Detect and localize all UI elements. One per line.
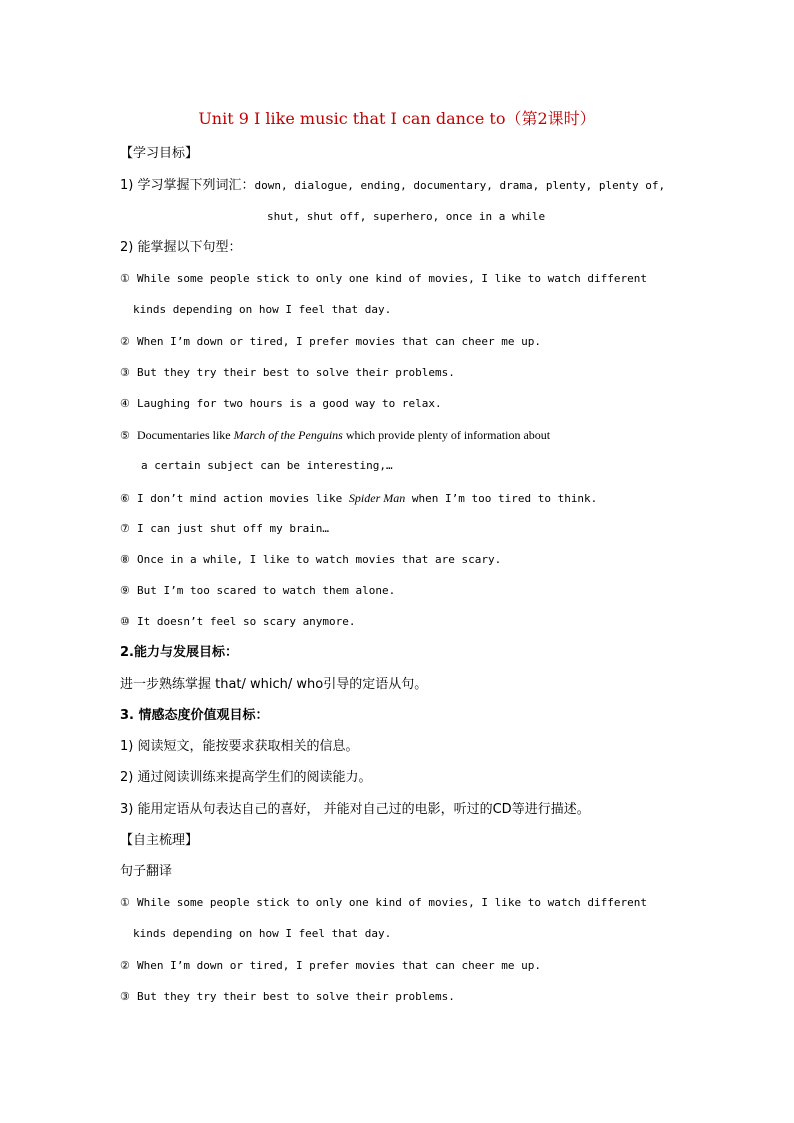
sentence-text: While some people stick to only one kind of movies, I like to watch different <box>137 896 647 909</box>
sentence-text: Once in a while, I like to watch movies that are scary. <box>137 553 502 566</box>
vocab-line-1 <box>120 178 665 194</box>
vocab-label: 1) 学习掌握下列词汇： <box>120 178 255 193</box>
sentence-number: ⑩ <box>120 615 130 628</box>
sentence-text: When I’m down or tired, I prefer movies that can cheer me up. <box>137 335 541 348</box>
movie-title-spiderman: Spider Man <box>348 491 406 505</box>
sentence-number: ① <box>120 896 130 909</box>
sentence-number: ① <box>120 272 130 285</box>
objectives-heading: 【学习目标】 <box>120 146 199 161</box>
patterns-label: 2) 能掌握以下句型： <box>120 240 242 255</box>
sentence-text: Documentaries like <box>137 428 234 442</box>
sentence-text: When I’m down or tired, I prefer movies that can cheer me up. <box>137 959 541 972</box>
sentence-10 <box>120 614 356 630</box>
vocab-words-1: down, dialogue, ending, documentary, drama, plenty, plenty of, <box>254 179 666 192</box>
sentence-3 <box>120 365 455 381</box>
emotion-heading: 3. 情感态度价值观目标： <box>120 708 269 723</box>
sentence-8 <box>120 552 501 568</box>
sentence-9 <box>120 583 395 599</box>
sentence-number: ⑨ <box>120 584 130 597</box>
sentence-number: ② <box>120 959 130 972</box>
sentence-text: But I’m too scared to watch them alone. <box>137 584 396 597</box>
sentence-number: ④ <box>120 397 130 410</box>
sentence-text: But they try their best to solve their problems. <box>137 366 455 379</box>
sentence-text: Laughing for two hours is a good way to relax. <box>137 397 442 410</box>
sentence-text: But they try their best to solve their problems. <box>137 990 455 1003</box>
translate-sentence-3 <box>120 989 455 1005</box>
sentence-2 <box>120 334 541 350</box>
sentence-number: ② <box>120 335 130 348</box>
sentence-5-cont: a certain subject can be interesting,… <box>141 459 393 472</box>
ability-text: 进一步熟练掌握 that/ which/ who引导的定语从句。 <box>120 677 428 692</box>
translate-sentence-2 <box>120 958 541 974</box>
sentence-7 <box>120 521 329 537</box>
sentence-text: It doesn’t feel so scary anymore. <box>137 615 356 628</box>
sentence-number: ⑥ <box>120 492 130 505</box>
translate-sentence-1 <box>120 895 647 911</box>
translate-sentence-1-cont: kinds depending on how I feel that day. <box>133 927 392 940</box>
sentence-number: ⑦ <box>120 522 130 535</box>
sentence-text: I don’t mind action movies like <box>137 492 349 505</box>
sentence-text: While some people stick to only one kind of movies, I like to watch different <box>137 272 647 285</box>
page-title: Unit 9 I like music that I can dance to（第2课时） <box>198 109 596 128</box>
sentence-4 <box>120 396 442 412</box>
sentence-number: ⑧ <box>120 553 130 566</box>
sentence-number: ③ <box>120 990 130 1003</box>
sentence-6 <box>120 490 597 507</box>
sentence-5 <box>120 427 550 444</box>
sentence-text: which provide plenty of information about <box>342 428 551 442</box>
sentence-1-cont: kinds depending on how I feel that day. <box>133 303 392 316</box>
ability-heading: 2.能力与发展目标： <box>120 645 238 660</box>
emotion-item-1: 1) 阅读短文，能按要求获取相关的信息。 <box>120 739 359 754</box>
sentence-text: when I’m too tired to think. <box>405 492 598 505</box>
vocab-line-2: shut, shut off, superhero, once in a while <box>267 210 546 223</box>
movie-title-penguins: March of the Penguins <box>233 428 343 442</box>
emotion-item-3: 3) 能用定语从句表达自己的喜好， 并能对自己过的电影，听过的CD等进行描述。 <box>120 802 590 817</box>
self-study-heading: 【自主梳理】 <box>120 833 199 848</box>
sentence-number: ③ <box>120 366 130 379</box>
sentence-number: ⑤ <box>120 429 130 442</box>
emotion-item-2: 2) 通过阅读训练来提高学生们的阅读能力。 <box>120 770 372 785</box>
sentence-1 <box>120 271 647 287</box>
translate-label: 句子翻译 <box>120 864 173 879</box>
sentence-text: I can just shut off my brain… <box>137 522 330 535</box>
